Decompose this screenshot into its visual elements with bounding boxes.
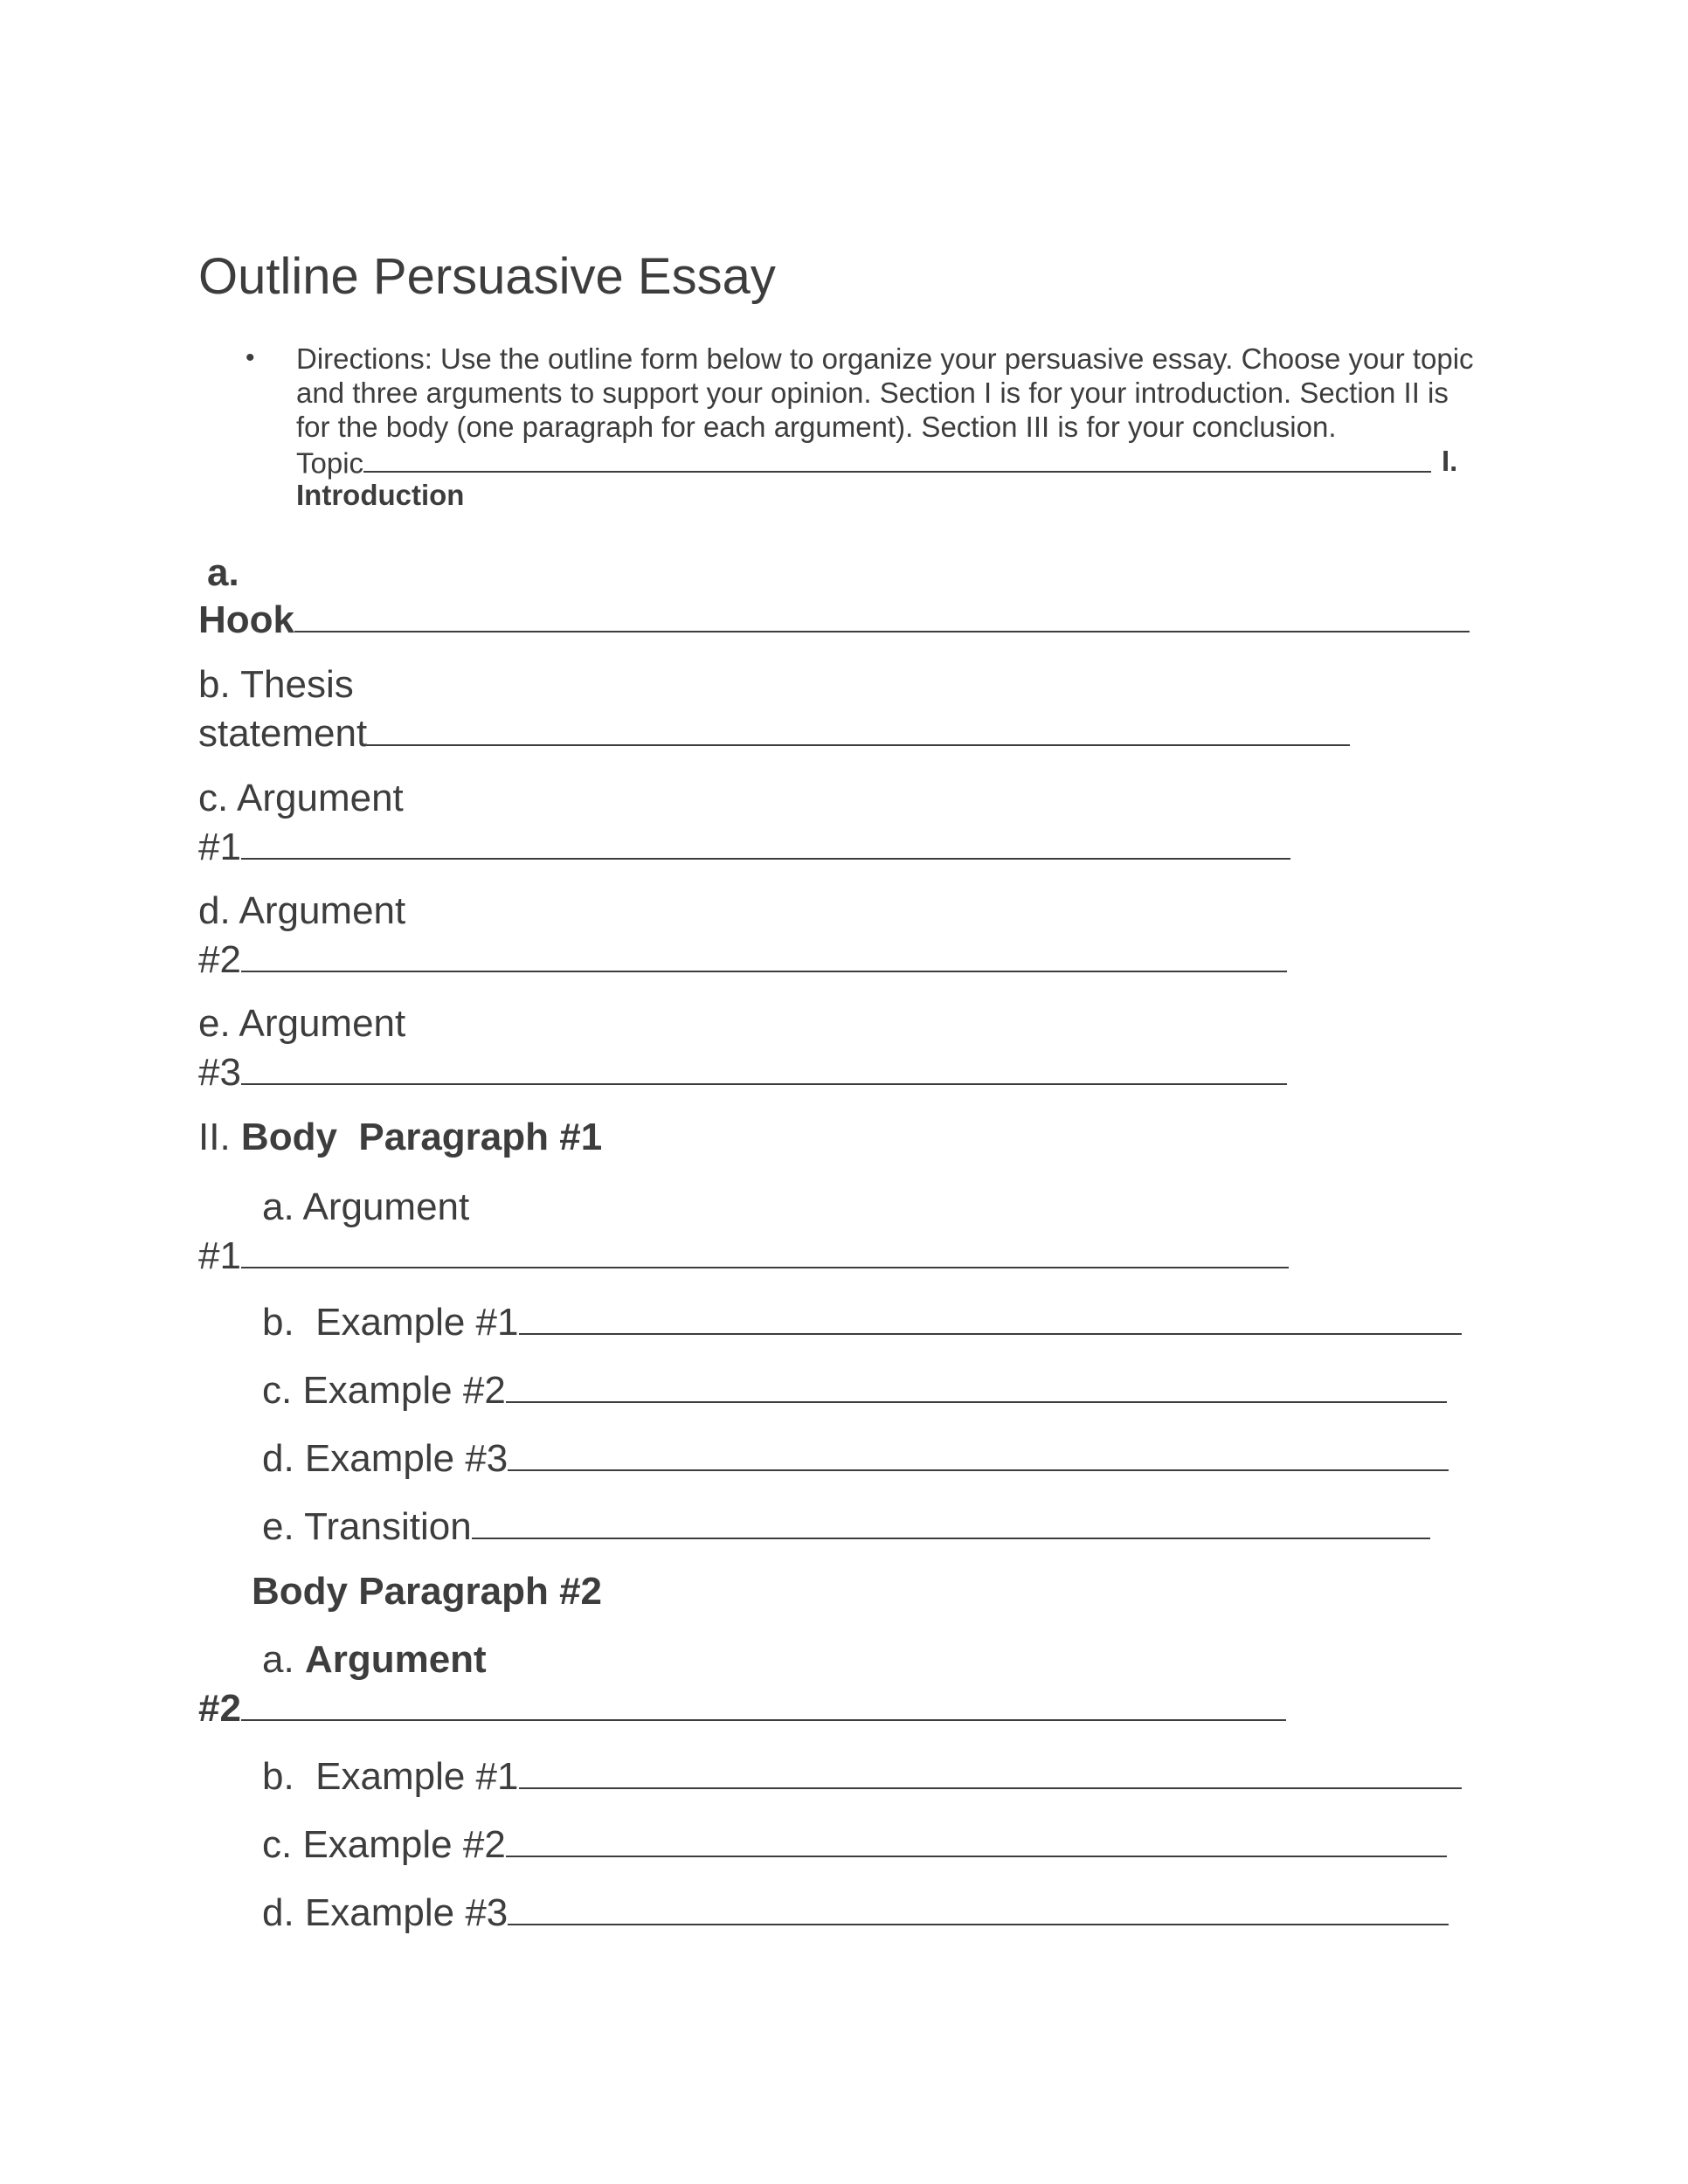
body-1-example-2-row — [262, 1365, 1447, 1413]
thesis-row — [198, 708, 1350, 757]
intro-argument-2-row — [198, 934, 1287, 983]
page-title: Outline Persuasive Essay — [198, 248, 776, 305]
intro-argument-2-line-1: d. Argument — [198, 889, 406, 932]
intro-argument-1-label: #1 — [198, 825, 241, 868]
directions-line-1: Directions: Use the outline form below to organize your persuasive essay. Choose your topic — [296, 342, 1474, 375]
hook-label: Hook — [198, 598, 294, 641]
body-1-example-1-blank[interactable] — [519, 1296, 1462, 1335]
section-2-numeral: II. — [198, 1116, 231, 1158]
intro-argument-3-row — [198, 1047, 1287, 1095]
directions-line-3: for the body (one paragraph for each argument). Section III is for your conclusion. — [296, 411, 1337, 443]
body-1-transition-label: e. Transition — [262, 1504, 472, 1548]
intro-argument-2-blank[interactable] — [241, 934, 1287, 972]
body-1-example-1-label: b. Example #1 — [262, 1300, 519, 1344]
topic-row — [296, 444, 1431, 480]
body-1-example-3-row — [262, 1433, 1449, 1482]
intro-argument-3-blank[interactable] — [241, 1047, 1287, 1085]
thesis-label: statement — [198, 711, 368, 755]
body-2-argument-word: Argument — [304, 1638, 487, 1681]
body-2-example-3-label: d. Example #3 — [262, 1890, 508, 1934]
section-1-title: Introduction — [296, 479, 465, 511]
directions-line-2: and three arguments to support your opinion. Section I is for your introduction. Section II is — [296, 377, 1449, 409]
intro-argument-1-row — [198, 821, 1290, 870]
body-1-argument-label: #1 — [198, 1234, 241, 1277]
hook-letter: a. — [207, 551, 239, 594]
body-2-example-2-blank[interactable] — [506, 1819, 1447, 1857]
topic-label: Topic — [296, 446, 364, 480]
body-1-example-3-blank[interactable] — [508, 1433, 1449, 1471]
body-2-example-2-row — [262, 1819, 1447, 1868]
body-1-example-1-row — [262, 1296, 1462, 1345]
body-1-example-2-label: c. Example #2 — [262, 1368, 506, 1412]
section-1-numeral: I. — [1442, 445, 1458, 477]
thesis-line-1: b. Thesis — [198, 663, 354, 706]
body-1-title: Body Paragraph #1 — [240, 1116, 603, 1158]
body-2-example-2-label: c. Example #2 — [262, 1822, 506, 1866]
body-1-heading — [198, 1115, 602, 1160]
body-2-example-1-row — [262, 1751, 1462, 1800]
intro-argument-2-label: #2 — [198, 937, 241, 981]
intro-argument-1-blank[interactable] — [241, 821, 1290, 860]
intro-argument-3-label: #3 — [198, 1050, 241, 1094]
body-2-argument-line-1 — [262, 1637, 487, 1683]
body-2-title: Body Paragraph #2 — [252, 1570, 603, 1613]
hook-blank[interactable] — [294, 594, 1470, 632]
body-2-argument-row — [198, 1683, 1286, 1731]
thesis-blank[interactable] — [367, 708, 1350, 746]
body-2-example-3-blank[interactable] — [508, 1887, 1449, 1925]
body-2-argument-label: #2 — [198, 1686, 241, 1730]
hook-row — [198, 594, 1470, 643]
body-1-transition-blank[interactable] — [472, 1501, 1430, 1539]
body-1-argument-row — [198, 1230, 1289, 1279]
body-1-argument-blank[interactable] — [241, 1230, 1289, 1268]
body-1-argument-line-1: a. Argument — [262, 1185, 470, 1228]
body-2-argument-blank[interactable] — [241, 1683, 1286, 1721]
body-2-example-3-row — [262, 1887, 1449, 1936]
body-2-example-1-blank[interactable] — [519, 1751, 1462, 1789]
body-2-example-1-label: b. Example #1 — [262, 1754, 519, 1798]
bullet-icon: • — [246, 343, 255, 372]
intro-argument-1-line-1: c. Argument — [198, 777, 404, 819]
intro-argument-3-line-1: e. Argument — [198, 1002, 406, 1045]
body-2-argument-prefix: a. — [262, 1638, 294, 1681]
body-1-example-2-blank[interactable] — [506, 1365, 1447, 1403]
body-1-example-3-label: d. Example #3 — [262, 1436, 508, 1480]
body-1-transition-row — [262, 1501, 1430, 1550]
topic-blank[interactable] — [363, 444, 1431, 473]
